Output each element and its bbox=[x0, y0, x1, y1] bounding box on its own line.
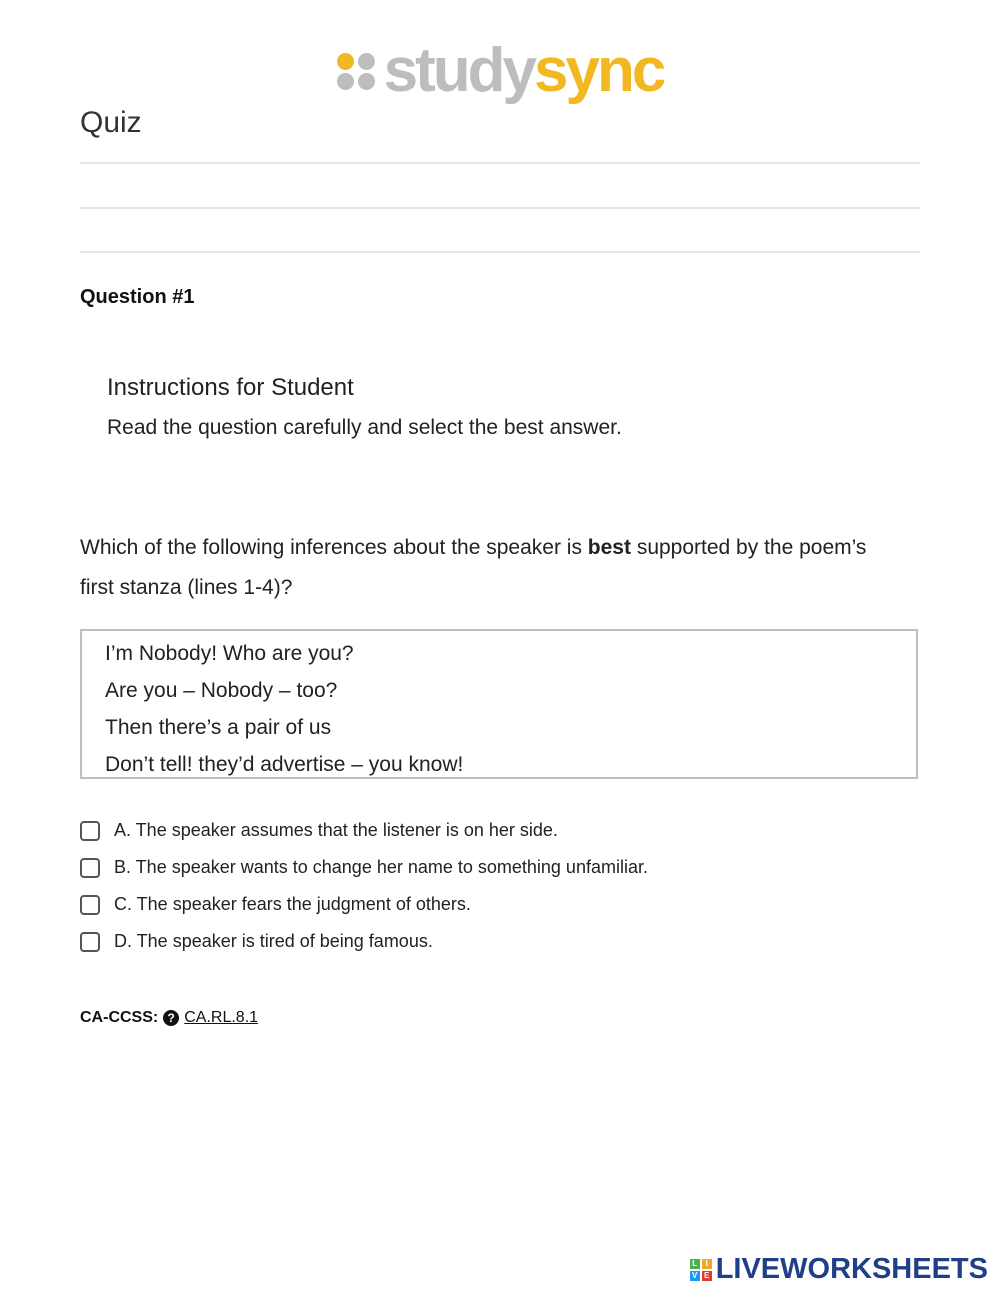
checkbox[interactable] bbox=[80, 932, 100, 952]
divider bbox=[80, 251, 920, 253]
grid-letter: I bbox=[702, 1259, 712, 1269]
answer-option-c[interactable] bbox=[80, 886, 648, 923]
divider bbox=[80, 207, 920, 209]
grid-letter: E bbox=[702, 1271, 712, 1281]
logo-study: study bbox=[383, 36, 535, 105]
option-label: C. The speaker fears the judgment of others. bbox=[114, 894, 471, 914]
standards-label: CA-CCSS: bbox=[80, 1009, 159, 1026]
checkbox[interactable] bbox=[80, 821, 100, 841]
question-circle-icon[interactable]: ? bbox=[163, 1010, 179, 1026]
answer-option-b[interactable] bbox=[80, 849, 648, 886]
option-label: A. The speaker assumes that the listener is on her side. bbox=[114, 820, 558, 840]
logo-dots-icon bbox=[337, 53, 376, 90]
instructions-text: Read the question carefully and select the best answer. bbox=[107, 416, 622, 439]
standards-link[interactable]: CA.RL.8.1 bbox=[184, 1009, 259, 1026]
instructions-title: Instructions for Student bbox=[107, 374, 354, 401]
page-title: Quiz bbox=[80, 106, 142, 139]
studysync-logo bbox=[0, 36, 1000, 105]
question-prompt bbox=[80, 528, 900, 608]
answer-option-a[interactable] bbox=[80, 812, 648, 849]
option-label: B. The speaker wants to change her name to something unfamiliar. bbox=[114, 857, 648, 877]
logo-sync: sync bbox=[534, 36, 664, 105]
grid-letter: L bbox=[690, 1259, 700, 1269]
liveworksheets-grid-icon bbox=[690, 1259, 712, 1281]
prompt-text: supported by the poem’s first stanza (lines 1-4)? bbox=[80, 536, 867, 599]
liveworksheets-logo bbox=[690, 1253, 988, 1286]
checkbox[interactable] bbox=[80, 858, 100, 878]
poem-line: Are you – Nobody – too? bbox=[105, 679, 338, 702]
standards-reference bbox=[80, 1009, 258, 1027]
poem-line: Don’t tell! they’d advertise – you know! bbox=[105, 753, 464, 776]
poem-excerpt-box bbox=[80, 629, 918, 779]
liveworksheets-wordmark: LIVEWORKSHEETS bbox=[715, 1253, 988, 1285]
option-label: D. The speaker is tired of being famous. bbox=[114, 931, 433, 951]
question-number: Question #1 bbox=[80, 286, 195, 308]
answer-option-d[interactable] bbox=[80, 923, 648, 960]
answer-options bbox=[80, 812, 648, 960]
prompt-text: Which of the following inferences about the speaker is bbox=[80, 536, 588, 559]
grid-letter: V bbox=[690, 1271, 700, 1281]
checkbox[interactable] bbox=[80, 895, 100, 915]
prompt-emphasis: best bbox=[587, 536, 631, 559]
poem-line: I’m Nobody! Who are you? bbox=[105, 642, 354, 665]
logo-wordmark bbox=[383, 36, 664, 105]
poem-line: Then there’s a pair of us bbox=[105, 716, 332, 739]
divider bbox=[80, 162, 920, 164]
